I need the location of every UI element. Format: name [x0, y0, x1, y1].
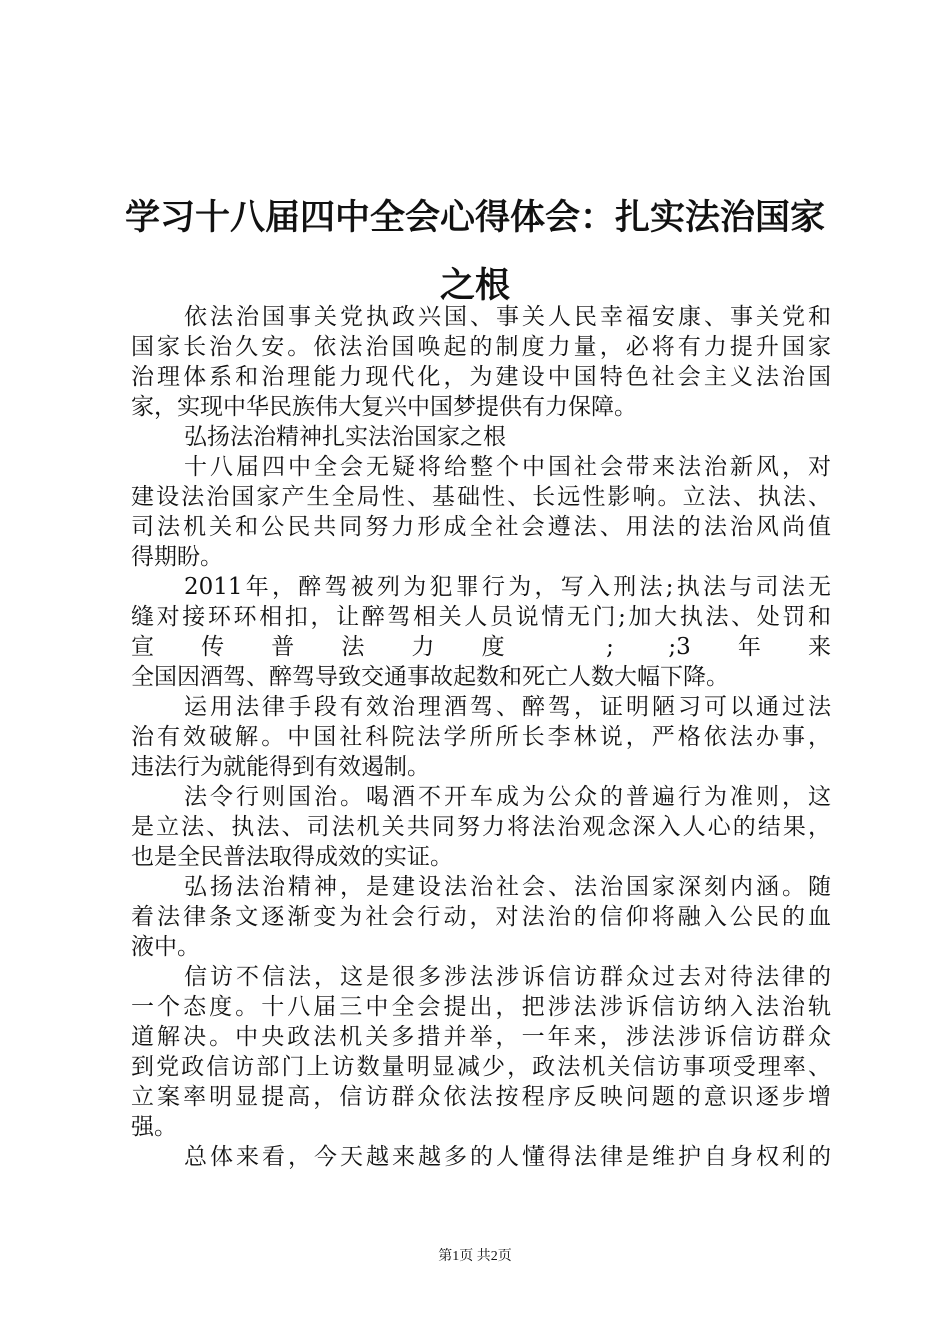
text-line: 弘扬法治精神扎实法治国家之根 — [184, 424, 506, 450]
text-line: 建设法治国家产生全局性、基础性、长远性影响。立法、执法、 — [131, 484, 831, 510]
text-line: 一个态度。十八届三中全会提出，把涉法涉诉信访纳入法治轨 — [131, 994, 831, 1020]
text-line: 违法行为就能得到有效遏制。 — [131, 754, 430, 780]
text-line: 是立法、执法、司法机关共同努力将法治观念深入人心的结果， — [131, 814, 831, 840]
text-line: 国家长治久安。依法治国唤起的制度力量，必将有力提升国家 — [131, 334, 831, 360]
text-line: 到党政信访部门上访数量明显减少，政法机关信访事项受理率、 — [131, 1054, 831, 1080]
text-line: 运用法律手段有效治理酒驾、醉驾，证明陋习可以通过法 — [184, 694, 831, 720]
text-line: 也是全民普法取得成效的实证。 — [131, 844, 453, 870]
text-line: 立案率明显提高，信访群众依法按程序反映问题的意识逐步增 — [131, 1084, 831, 1110]
text-line: 总体来看，今天越来越多的人懂得法律是维护自身权利的 — [184, 1144, 831, 1170]
document-body — [131, 302, 831, 1172]
text-line: 道解决。中央政法机关多措并举，一年来，涉法涉诉信访群众 — [131, 1024, 831, 1050]
text-line: 依法治国事关党执政兴国、事关人民幸福安康、事关党和 — [184, 304, 831, 330]
text-line: 液中。 — [131, 934, 200, 960]
text-line: 缝对接环环相扣，让醉驾相关人员说情无门;加大执法、处罚和 — [131, 604, 831, 630]
text-line: 法令行则国治。喝酒不开车成为公众的普遍行为准则，这 — [184, 784, 831, 810]
text-line: 全国因酒驾、醉驾导致交通事故起数和死亡人数大幅下降。 — [131, 664, 729, 690]
text-line: 家，实现中华民族伟大复兴中国梦提供有力保障。 — [131, 394, 637, 420]
text-line: 治理体系和治理能力现代化，为建设中国特色社会主义法治国 — [131, 364, 831, 390]
text-line: 得期盼。 — [131, 544, 223, 570]
text-line: 治有效破解。中国社科院法学所所长李林说，严格依法办事， — [131, 724, 831, 750]
text-line: 2011年，醉驾被列为犯罪行为，写入刑法;执法与司法无 — [184, 574, 831, 600]
text-line: 宣传普法力度 ; ;3年来 — [131, 634, 831, 660]
text-line: 十八届四中全会无疑将给整个中国社会带来法治新风，对 — [184, 454, 831, 480]
text-line: 着法律条文逐渐变为社会行动，对法治的信仰将融入公民的血 — [131, 904, 831, 930]
text-line: 强。 — [131, 1114, 177, 1140]
document-title — [100, 184, 850, 320]
text-line: 司法机关和公民共同努力形成全社会遵法、用法的法治风尚值 — [131, 514, 831, 540]
text-line: 弘扬法治精神，是建设法治社会、法治国家深刻内涵。随 — [184, 874, 831, 900]
title-line-1: 学习十八届四中全会心得体会：扎实法治国家 — [124, 198, 825, 238]
title-line-2: 之根 — [439, 266, 510, 306]
text-line: 信访不信法，这是很多涉法涉诉信访群众过去对待法律的 — [184, 964, 831, 990]
page-footer: 第1页 共2页 — [438, 1249, 512, 1264]
